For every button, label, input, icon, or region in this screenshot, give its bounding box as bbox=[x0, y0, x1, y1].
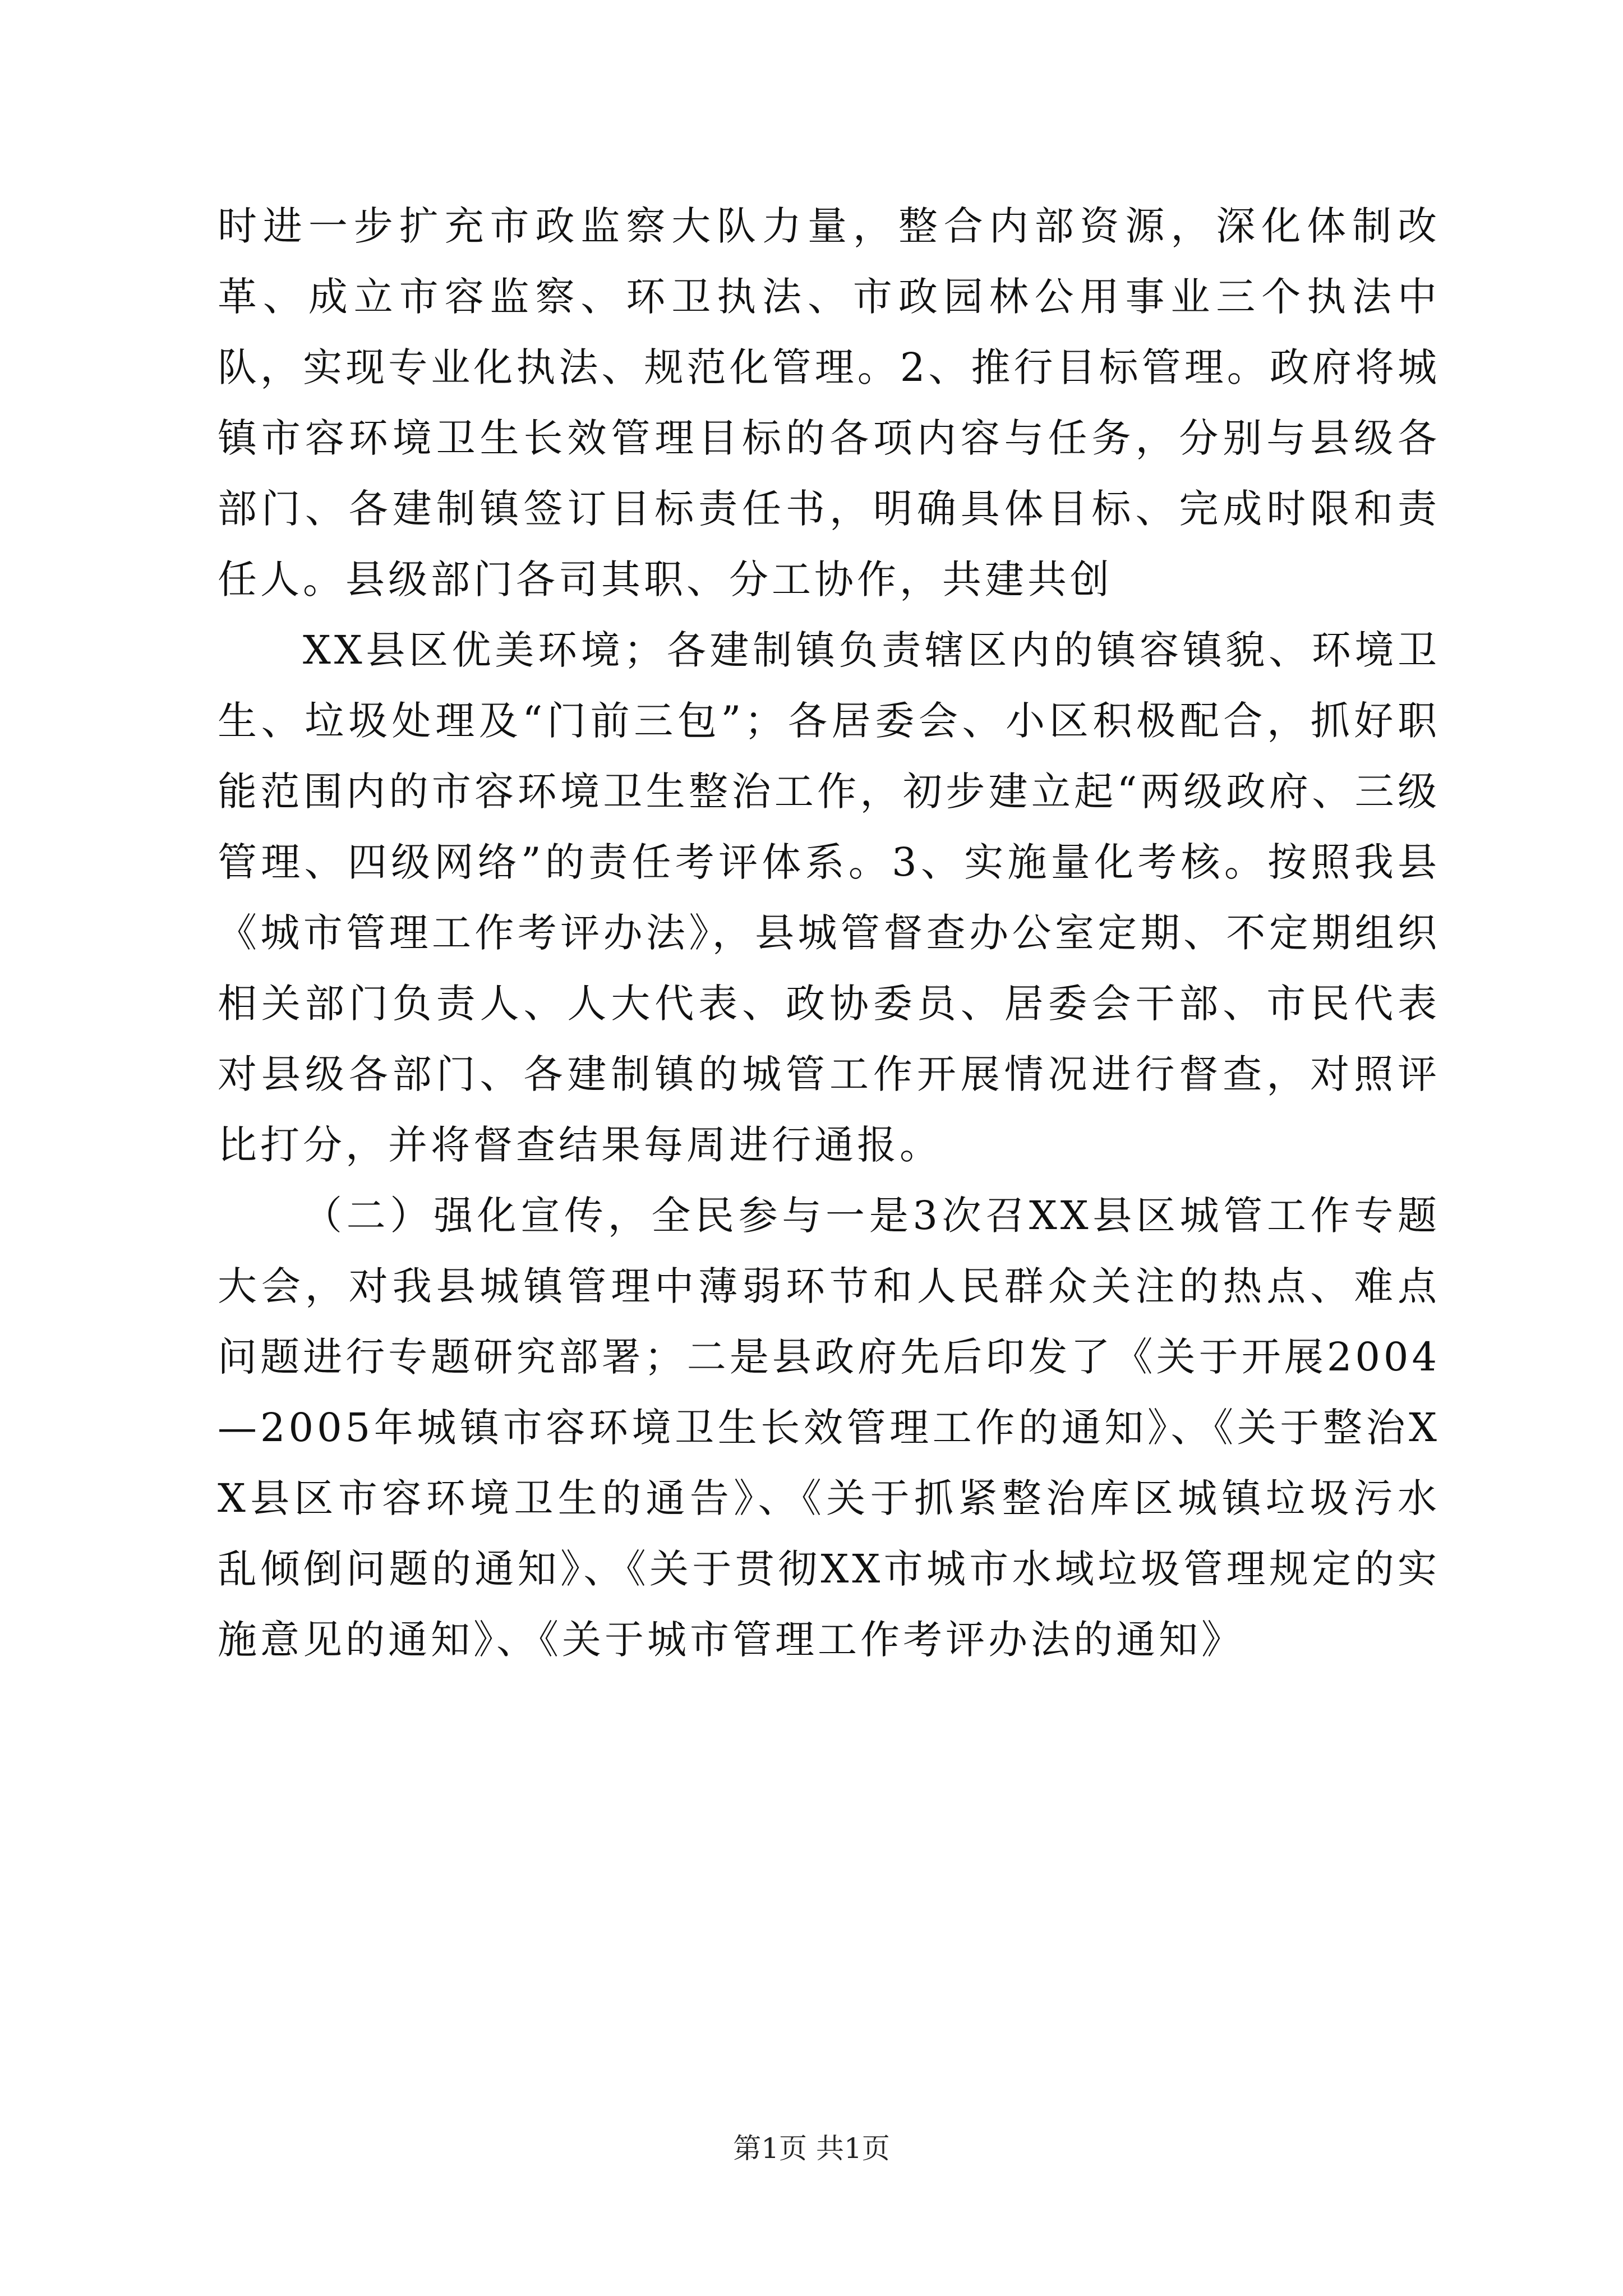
paragraph-2: XX县区优美环境；各建制镇负责辖区内的镇容镇貌、环境卫生、垃圾处理及“门前三包”；各居委会、小区积极配合，抓好职能范围内的市容环境卫生整治工作，初步建立起“两级政府、三级管理、四级网络”的责任考评体系。3、实施量化考核。按照我县《城市管理工作考评办法》，县城管督查办公室定期、不定期组织相关部门负责人、人大代表、政协委员、居委会干部、市民代表对县级各部门、各建制镇的城管工作开展情况进行督查，对照评比打分，并将督查结果每周进行通报。 bbox=[218, 627, 1440, 1168]
document-body bbox=[218, 191, 1440, 1675]
page-number: 第1页 共1页 bbox=[733, 2132, 890, 2165]
page-footer bbox=[0, 2132, 1623, 2165]
paragraph-3: （二）强化宣传，全民参与一是3次召XX县区城管工作专题大会，对我县城镇管理中薄弱环节和人民群众关注的热点、难点问题进行专题研究部署；二是县政府先后印发了《关于开展2004—2005年城镇市容环境卫生长效管理工作的通知》、《关于整治XX县区市容环境卫生的通告》、《关于抓紧整治库区城镇垃圾污水乱倾倒问题的通知》、《关于贯彻XX市城市水域垃圾管理规定的实施意见的通知》、《关于城市管理工作考评办法的通知》 bbox=[218, 1193, 1440, 1663]
paragraph-1: 时进一步扩充市政监察大队力量，整合内部资源，深化体制改革、成立市容监察、环卫执法、市政园林公用事业三个执法中队，实现专业化执法、规范化管理。2、推行目标管理。政府将城镇市容环境卫生长效管理目标的各项内容与任务，分别与县级各部门、各建制镇签订目标责任书，明确具体目标、完成时限和责任人。县级部门各司其职、分工协作，共建共创 bbox=[218, 203, 1440, 602]
